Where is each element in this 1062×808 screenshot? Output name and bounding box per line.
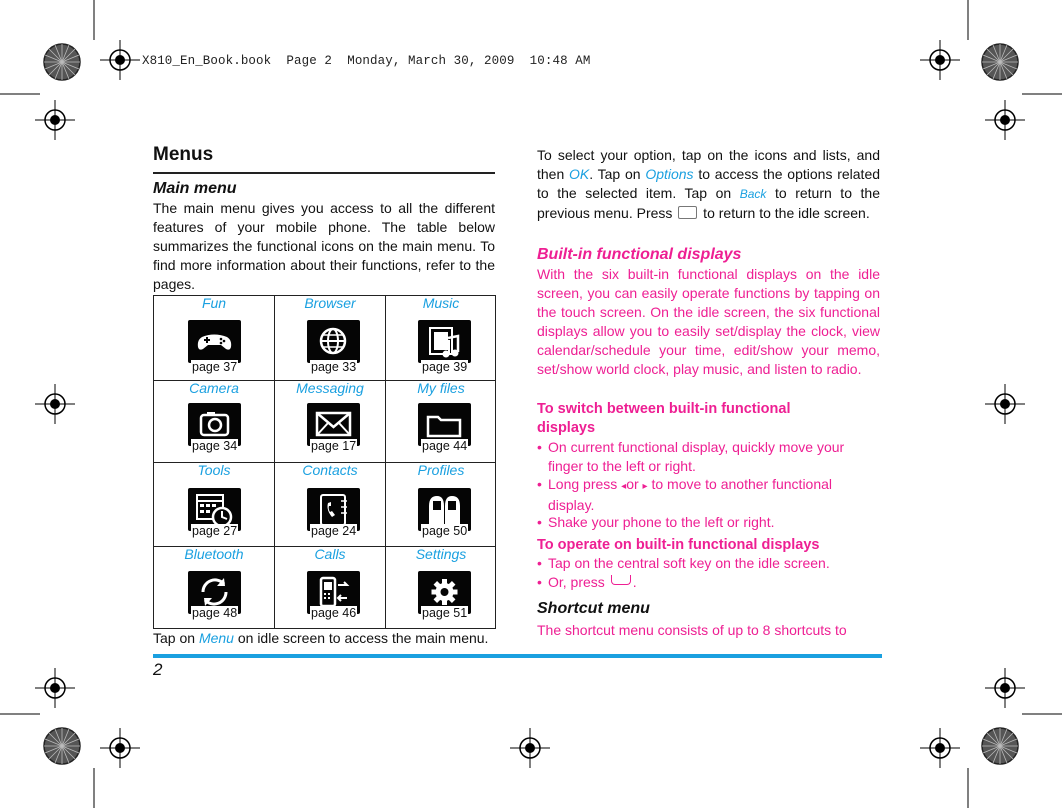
menu-cell-contacts[interactable]: [275, 463, 385, 546]
page-ref: page 34: [192, 439, 238, 453]
globe-icon: [307, 320, 360, 363]
menu-label: Bluetooth: [184, 546, 244, 562]
footer-rule: [153, 654, 882, 658]
shortcut-menu-body: The shortcut menu consists of up to 8 shortcuts to: [537, 622, 847, 638]
end-key-icon: [678, 206, 697, 219]
page-title: Menus: [153, 144, 214, 165]
music-icon: [418, 320, 471, 363]
list-item: • Long press ◂or ▸ to move to another functional display.: [537, 476, 833, 513]
center-key-icon: [611, 575, 631, 585]
menu-label: Tools: [197, 462, 231, 478]
menu-cell-calls[interactable]: [275, 547, 385, 629]
switch-displays-heading: To switch between built-in functional displays: [537, 401, 791, 436]
print-header: X810_En_Book.book Page 2 Monday, March 30, 2009 10:48 AM: [142, 54, 591, 68]
registration-mark-icon: [510, 728, 550, 768]
registration-mark-icon: [920, 40, 960, 80]
menu-label: Profiles: [417, 462, 465, 478]
page-ref: page 46: [311, 606, 357, 620]
right-arrow-icon: ▸: [642, 481, 648, 492]
star-target-icon: [44, 44, 80, 80]
shortcut-menu-heading: Shortcut menu: [537, 600, 650, 617]
page-ref: page 50: [422, 524, 468, 538]
registration-mark-icon: [985, 384, 1025, 424]
page-ref: page 24: [311, 524, 357, 538]
menu-cell-music[interactable]: [386, 296, 496, 380]
page-ref: page 37: [192, 360, 238, 374]
main-menu-intro: The main menu gives you access to all the different features of your mobile phone. The table below summarizes the functional icons on the main menu. To find more information about their functions, refer to the pages.: [153, 200, 495, 292]
menu-label: Fun: [201, 295, 227, 311]
ok-term: OK: [569, 166, 590, 182]
registration-mark-icon: [100, 40, 140, 80]
menu-label: My files: [417, 380, 465, 396]
page-ref: page 39: [422, 360, 468, 374]
tap-menu-instruction: Tap on Menu on idle screen to access the main menu.: [153, 630, 489, 646]
title-divider: [153, 172, 495, 174]
list-item: • Shake your phone to the left or right.: [537, 514, 775, 530]
list-item: • On current functional display, quickly move your finger to the left or right.: [537, 439, 845, 474]
registration-mark-icon: [985, 100, 1025, 140]
menu-cell-camera[interactable]: [154, 381, 274, 462]
page-ref: page 44: [422, 439, 468, 453]
left-arrow-icon: ◂: [621, 481, 627, 492]
star-target-icon: [44, 728, 80, 764]
builtin-displays-body: With the six built-in functional displays on the idle screen, you can easily operate functions by tapping on the touch screen. On the idle screen, the six functional displays allow you to easily set/display the clock, view calendar/schedule your time, edit/show your memo, set/show world clock, play music, and listen to radio.: [537, 266, 880, 377]
page-ref: page 27: [192, 524, 238, 538]
registration-mark-icon: [100, 728, 140, 768]
registration-mark-icon: [35, 384, 75, 424]
registration-mark-icon: [35, 668, 75, 708]
page-ref: page 51: [422, 606, 468, 620]
menu-cell-settings[interactable]: [386, 547, 496, 629]
menu-cell-my-files[interactable]: [386, 381, 496, 462]
menu-label: Settings: [415, 546, 467, 562]
registration-mark-icon: [920, 728, 960, 768]
registration-mark-icon: [35, 100, 75, 140]
menu-cell-profiles[interactable]: [386, 463, 496, 546]
operate-displays-heading: To operate on built-in functional displays: [537, 537, 820, 553]
menu-label: Messaging: [296, 380, 364, 396]
menu-label: Calls: [314, 546, 346, 562]
menu-cell-bluetooth[interactable]: [154, 547, 274, 629]
options-term: Options: [645, 166, 694, 182]
page-ref: page 48: [192, 606, 238, 620]
menu-label: Contacts: [302, 462, 358, 478]
menu-cell-messaging[interactable]: [275, 381, 385, 462]
registration-mark-icon: [985, 668, 1025, 708]
back-term: Back: [739, 187, 767, 201]
star-target-icon: [982, 44, 1018, 80]
menu-label: Camera: [189, 380, 239, 396]
menu-cell-tools[interactable]: [154, 463, 274, 546]
list-item: • Tap on the central soft key on the idle screen.: [537, 555, 830, 571]
menu-label: Browser: [304, 295, 356, 311]
navigation-instructions: To select your option, tap on the icons and lists, and then OK. Tap on Options to access the options related to the selected item. Tap on Back to return to the previous menu. Press to return to the idle screen.: [537, 147, 881, 221]
menu-cell-browser[interactable]: [275, 296, 385, 380]
gamepad-icon: [188, 320, 241, 363]
main-menu-heading: Main menu: [153, 180, 237, 197]
page-ref: page 17: [311, 439, 357, 453]
menu-cell-fun[interactable]: [154, 296, 274, 380]
list-item: • Or, press .: [537, 574, 637, 590]
page-number: 2: [153, 660, 163, 679]
menu-softkey-term: Menu: [198, 630, 234, 646]
menu-label: Music: [422, 295, 460, 311]
builtin-displays-heading: Built-in functional displays: [537, 246, 742, 263]
page-ref: page 33: [311, 360, 357, 374]
star-target-icon: [982, 728, 1018, 764]
main-menu-table: [153, 295, 496, 629]
